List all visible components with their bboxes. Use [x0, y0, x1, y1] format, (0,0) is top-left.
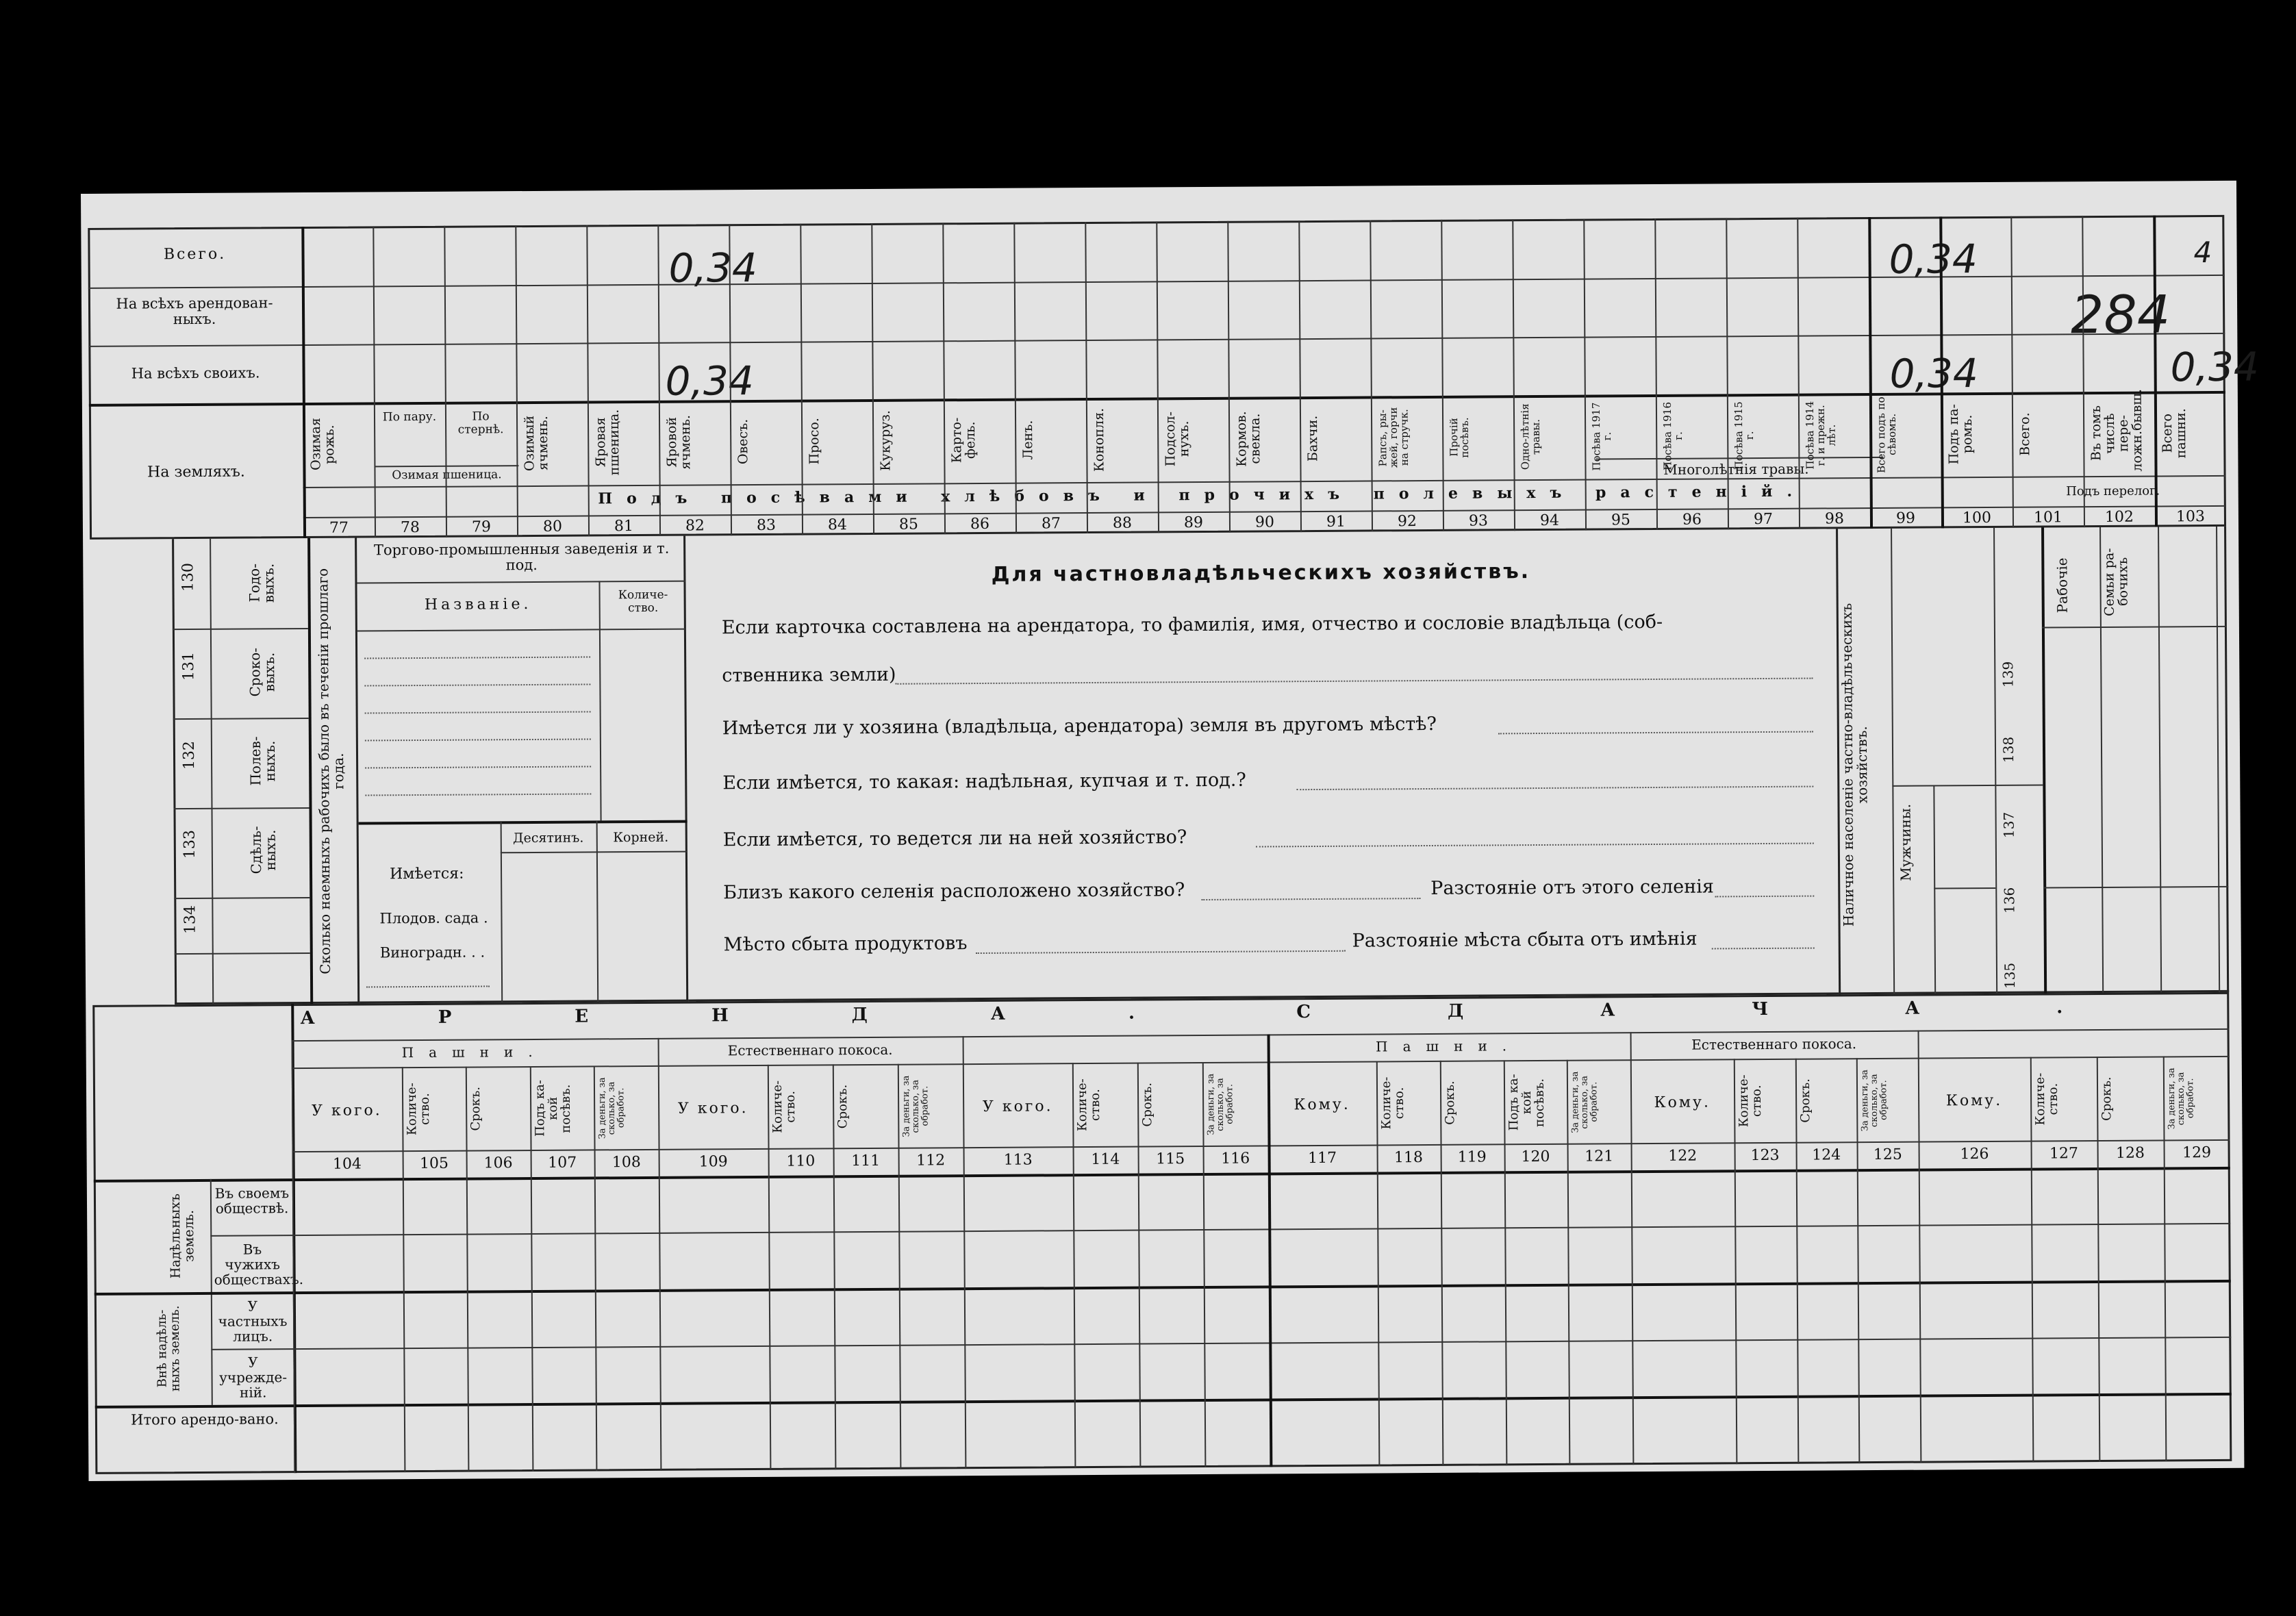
bottom-col-num-108: 108	[611, 1154, 641, 1172]
top-col-header-81: Яровая пшеница.	[593, 409, 622, 476]
top-col-num-87: 87	[1041, 515, 1061, 533]
top-col-header-99: Всего подъ по сѣвомъ.	[1874, 396, 1899, 473]
row-label-vsego: Всего.	[163, 245, 227, 264]
top-col-num-90: 90	[1254, 514, 1275, 531]
top-col-num-78: 78	[400, 518, 420, 537]
bottom-col-num-112: 112	[916, 1152, 946, 1170]
bottom-col-header-122: Кому.	[1654, 1094, 1711, 1111]
private-title: Для частновладѣльческихъ хозяйствъ.	[991, 559, 1531, 587]
top-col-header-80: Озимый ячмень.	[521, 415, 551, 471]
top-col-num-85: 85	[898, 516, 919, 533]
top-col-header-92: Рапсъ, ры-жей, горчи на стручк.	[1376, 407, 1411, 468]
hired-num-130: 130	[179, 562, 197, 592]
arenda-pokos: Естественнаго покоса.	[727, 1041, 893, 1059]
bottom-col-num-118: 118	[1393, 1149, 1424, 1167]
bottom-col-header-105: Количе-ство.	[404, 1083, 432, 1136]
bottom-col-num-128: 128	[2115, 1144, 2145, 1162]
group-mnogoletnie-travy: Многолѣтнiя травы.	[1663, 460, 1809, 478]
top-col-header-100: Подъ па-ромъ.	[1945, 404, 1976, 465]
top-banner: Подъ посѣвами хлѣбовъ и прочихъ полевыхъ растенiй.	[598, 482, 1807, 508]
census-form-sheet	[81, 181, 2259, 1481]
bottom-col-header-113: У кого.	[982, 1098, 1053, 1115]
bottom-col-num-119: 119	[1457, 1148, 1487, 1166]
hired-num-132: 132	[180, 740, 199, 770]
hired-label-polevnyh: Полев-ныхъ.	[247, 736, 279, 786]
row-label-arendovannyh: На всѣхъ арендован-ныхъ.	[116, 294, 273, 328]
top-col-header-91: Бахчи.	[1305, 415, 1321, 462]
bottom-grid	[81, 181, 2236, 194]
top-col-header-87: Ленъ.	[1020, 420, 1036, 460]
pop-num-136: 136	[2001, 887, 2018, 914]
hw-svoih-103: 0,34	[2170, 343, 2259, 391]
bottom-col-num-106: 106	[483, 1154, 513, 1172]
top-col-header-97: Посѣва 1915 г.	[1732, 401, 1756, 470]
pop-num-135: 135	[2001, 962, 2019, 989]
top-col-header-94: Одно-лѣтнiя травы.	[1518, 403, 1543, 470]
hired-num-134: 134	[181, 905, 199, 935]
top-col-num-98: 98	[1824, 510, 1845, 528]
top-col-header-89: Подсол-нухъ.	[1162, 412, 1192, 467]
top-col-num-93: 93	[1468, 512, 1489, 530]
private-q6b: Разстоянiе мѣста сбыта отъ имѣнiя	[1352, 928, 1698, 952]
top-col-header-96: Посѣва 1916 г.	[1661, 401, 1685, 470]
top-col-num-102: 102	[2104, 508, 2134, 526]
bottom-col-num-116: 116	[1221, 1150, 1250, 1167]
hired-num-131: 131	[180, 651, 198, 681]
hw-vsego-82: 0,34	[668, 244, 758, 292]
trade-des-col: Десятинъ.	[513, 830, 584, 846]
bottom-col-header-110: Количе-ство.	[770, 1081, 798, 1134]
top-col-header-78: По пару.	[382, 409, 437, 425]
row-uchrezhdeniy: У учрежде-нiй.	[219, 1354, 288, 1401]
pop-col-semi-rabochih: Семьи ра-бочихъ	[2102, 548, 2131, 616]
bottom-col-header-104: У кого.	[312, 1102, 382, 1120]
hw-arenda-101: 284	[2070, 283, 2171, 346]
bottom-col-num-122: 122	[1668, 1147, 1698, 1165]
bottom-col-num-105: 105	[419, 1154, 449, 1173]
row-svoem-obshchestve: Въ своемъ обществѣ.	[214, 1185, 290, 1217]
row-itogo-arendovano: Итого арендо-вано.	[131, 1411, 279, 1428]
top-col-num-100: 100	[1962, 509, 1992, 527]
top-col-header-84: Просо.	[807, 418, 822, 465]
arenda-title: АРЕНДА.	[300, 1002, 1259, 1029]
top-col-num-77: 77	[329, 519, 349, 537]
sdacha-pashni: Пашни.	[1376, 1037, 1522, 1055]
hw-vsego-99: 0,34	[1889, 236, 1978, 283]
bottom-col-num-129: 129	[2182, 1144, 2212, 1162]
bottom-col-header-124: Срокъ.	[1797, 1078, 1813, 1123]
arenda-pashni: Пашни.	[401, 1043, 548, 1061]
bottom-col-header-114: Количе-ство.	[1075, 1078, 1103, 1132]
bottom-col-num-125: 125	[1873, 1146, 1902, 1164]
top-col-header-102: Въ томъ числѣ пере-ложн.бывш.	[2088, 388, 2145, 472]
top-col-header-85: Кукуруз.	[877, 410, 894, 472]
top-col-num-89: 89	[1183, 514, 1204, 532]
bottom-col-header-121: За деньги, за сколько, за обработ.	[1570, 1071, 1600, 1133]
top-col-header-101: Всего.	[2017, 412, 2033, 456]
top-col-header-79: По стернѣ.	[457, 409, 504, 437]
private-q1a: Если карточка составлена на арендатора, то фамилiя, имя, отчество и сословiе владѣльца (соб-	[721, 611, 1663, 639]
trade-title: Торгово-промышленныя заведенiя и т. под.	[373, 540, 670, 574]
bottom-col-header-118: Количе-ство.	[1378, 1076, 1407, 1130]
private-q5b: Разстоянiе отъ этого селенiя	[1430, 876, 1715, 899]
bottom-col-header-120: Подъ ка-кой посѣвъ.	[1506, 1074, 1547, 1131]
top-col-num-103: 103	[2175, 508, 2206, 526]
bottom-col-header-116: За деньги, за сколько, за обработ.	[1205, 1073, 1235, 1136]
bottom-col-header-119: Срокъ.	[1442, 1081, 1458, 1126]
trade-row-vinograd: Виноградн. . .	[379, 944, 485, 961]
top-col-header-86: Карто-фель.	[949, 417, 979, 464]
row-label-svoih: На всѣхъ своихъ.	[131, 364, 260, 382]
bottom-col-header-109: У кого.	[677, 1100, 748, 1118]
private-q6a: Мѣсто сбыта продуктовъ	[723, 933, 968, 956]
pop-num-138: 138	[1999, 736, 2017, 763]
bottom-col-num-121: 121	[1585, 1148, 1614, 1165]
top-col-num-99: 99	[1895, 509, 1916, 527]
bottom-col-num-110: 110	[786, 1152, 816, 1170]
top-col-header-83: Овесъ.	[735, 418, 751, 465]
top-col-num-96: 96	[1682, 511, 1702, 529]
pop-men: Мужчины.	[1897, 803, 1915, 881]
trade-row-sad: Плодов. сада .	[379, 909, 488, 927]
hw-vsego-103: 4	[2193, 235, 2212, 270]
top-grid	[81, 181, 2236, 194]
row-label-na-zemlyah: На земляхъ.	[147, 463, 245, 481]
bottom-col-num-126: 126	[1960, 1146, 1989, 1163]
top-col-header-88: Конопля.	[1091, 407, 1107, 472]
private-q3: Если имѣется, то какая: надѣльная, купчая и т. под.?	[722, 769, 1246, 794]
bottom-col-num-123: 123	[1750, 1146, 1780, 1165]
top-col-num-91: 91	[1326, 513, 1346, 531]
pop-col-rabochie: Рабочiе	[2054, 557, 2071, 614]
population-columns	[81, 181, 2236, 194]
bottom-col-num-114: 114	[1091, 1150, 1120, 1169]
top-col-num-84: 84	[827, 516, 848, 534]
group-ozimaya-pshenitsa: Озимая пшеница.	[392, 468, 502, 483]
bottom-col-num-104: 104	[332, 1155, 362, 1173]
bottom-col-num-113: 113	[1003, 1151, 1033, 1169]
top-col-header-103: Всего пашни.	[2160, 407, 2189, 458]
bottom-col-header-112: За деньги, за сколько, за обработ.	[900, 1075, 931, 1137]
bottom-col-header-106: Срокъ.	[468, 1087, 483, 1131]
trade-qty-col: Количе-ство.	[618, 588, 668, 615]
group-vne-nadelnyh: Внѣ надѣль-ныхъ земель.	[154, 1305, 183, 1392]
top-col-header-82: Яровой ячмень.	[664, 414, 694, 470]
bottom-col-header-107: Подъ ка-кой посѣвъ.	[532, 1080, 573, 1137]
bottom-col-header-128: Срокъ.	[2099, 1076, 2115, 1122]
bottom-col-header-115: Срокъ.	[1140, 1083, 1155, 1127]
row-chastnyh-lits: У частныхъ лицъ.	[218, 1298, 288, 1345]
top-col-num-86: 86	[970, 515, 990, 533]
bottom-col-num-109: 109	[698, 1153, 728, 1171]
top-col-header-93: Прочiй посѣвъ.	[1448, 416, 1472, 458]
bottom-col-header-111: Срокъ.	[835, 1084, 850, 1129]
hired-label-srokovyh: Сроко-выхъ.	[247, 647, 278, 697]
pop-num-137: 137	[2000, 811, 2017, 839]
bottom-col-header-126: Кому.	[1945, 1091, 2003, 1110]
hired-num-133: 133	[181, 829, 199, 859]
bottom-col-num-107: 107	[548, 1154, 577, 1172]
hired-label-sdelnyh: Сдѣль-ныхъ.	[247, 826, 279, 874]
top-col-num-83: 83	[756, 516, 777, 534]
private-q5a: Близъ какого селенiя расположено хозяйство?	[723, 879, 1185, 904]
top-col-num-92: 92	[1397, 513, 1417, 531]
top-col-num-80: 80	[542, 518, 563, 535]
top-col-header-77: Озимая рожь.	[308, 418, 338, 471]
top-col-header-95: Посѣва 1917 г.	[1589, 402, 1613, 471]
group-nadelnyh: Надѣльныхъ земель.	[167, 1193, 197, 1278]
hw-svoih-99: 0,34	[1889, 350, 1979, 397]
trade-has-label: Имѣется:	[390, 865, 464, 883]
bottom-col-header-127: Количе-ство.	[2032, 1073, 2060, 1126]
row-chuzhih-obshchestvah: Въ чужихъ обществахъ.	[214, 1241, 304, 1288]
bottom-col-num-124: 124	[1812, 1146, 1841, 1164]
bottom-col-header-125: За деньги, за сколько, за обработ.	[1860, 1070, 1889, 1132]
population-side-title: Наличное населенiе частно-владѣльческихъ хозяйствъ.	[1838, 603, 1871, 927]
trade-kor-col: Корней.	[613, 829, 669, 846]
bottom-col-num-115: 115	[1156, 1150, 1185, 1168]
population-block	[1836, 527, 2229, 994]
group-pod-perelog: Подъ перелог.	[2066, 483, 2160, 499]
top-col-num-81: 81	[614, 518, 634, 535]
bottom-col-num-117: 117	[1308, 1149, 1337, 1167]
bottom-col-num-127: 127	[2049, 1145, 2079, 1163]
top-col-num-82: 82	[685, 517, 705, 535]
bottom-col-header-123: Количе-ство.	[1737, 1074, 1765, 1128]
bottom-col-header-129: За деньги, за сколько, за обработ.	[2166, 1068, 2196, 1130]
top-col-header-98: Посѣва 1914 г. и прежн. лѣт.	[1803, 401, 1838, 470]
sdacha-title: СДАЧА.	[1296, 996, 2200, 1023]
hired-label-godovyh: Годо-выхъ.	[246, 563, 277, 603]
trade-name-col: Названiе.	[424, 595, 532, 614]
private-q2: Имѣется ли у хозяина (владѣльца, арендатора) земля въ другомъ мѣстѣ?	[722, 713, 1437, 740]
top-col-header-90: Кормов. свекла.	[1233, 410, 1263, 467]
hired-side-title: Сколько наемныхъ рабочихъ было въ теченiи прошлаго года.	[314, 568, 347, 974]
bottom-col-header-117: Кому.	[1294, 1096, 1350, 1114]
sdacha-pokos: Естественнаго покоса.	[1691, 1035, 1857, 1053]
bottom-col-header-108: За деньги, за сколько, за обработ.	[597, 1077, 627, 1139]
top-col-num-95: 95	[1611, 512, 1631, 529]
bottom-col-num-111: 111	[851, 1152, 881, 1170]
top-col-num-79: 79	[471, 518, 492, 536]
top-col-num-101: 101	[2033, 509, 2063, 527]
bottom-col-num-120: 120	[1521, 1148, 1550, 1166]
top-col-num-97: 97	[1753, 510, 1774, 529]
top-col-num-88: 88	[1112, 514, 1133, 532]
pop-num-139: 139	[1999, 661, 2017, 688]
top-col-num-94: 94	[1539, 512, 1560, 529]
top-column-headers	[81, 181, 2236, 194]
private-q1b: ственника земли)	[722, 664, 896, 687]
private-q4: Если имѣется, то ведется ли на ней хозяйство?	[722, 826, 1187, 851]
hw-svoih-82: 0,34	[665, 357, 755, 405]
